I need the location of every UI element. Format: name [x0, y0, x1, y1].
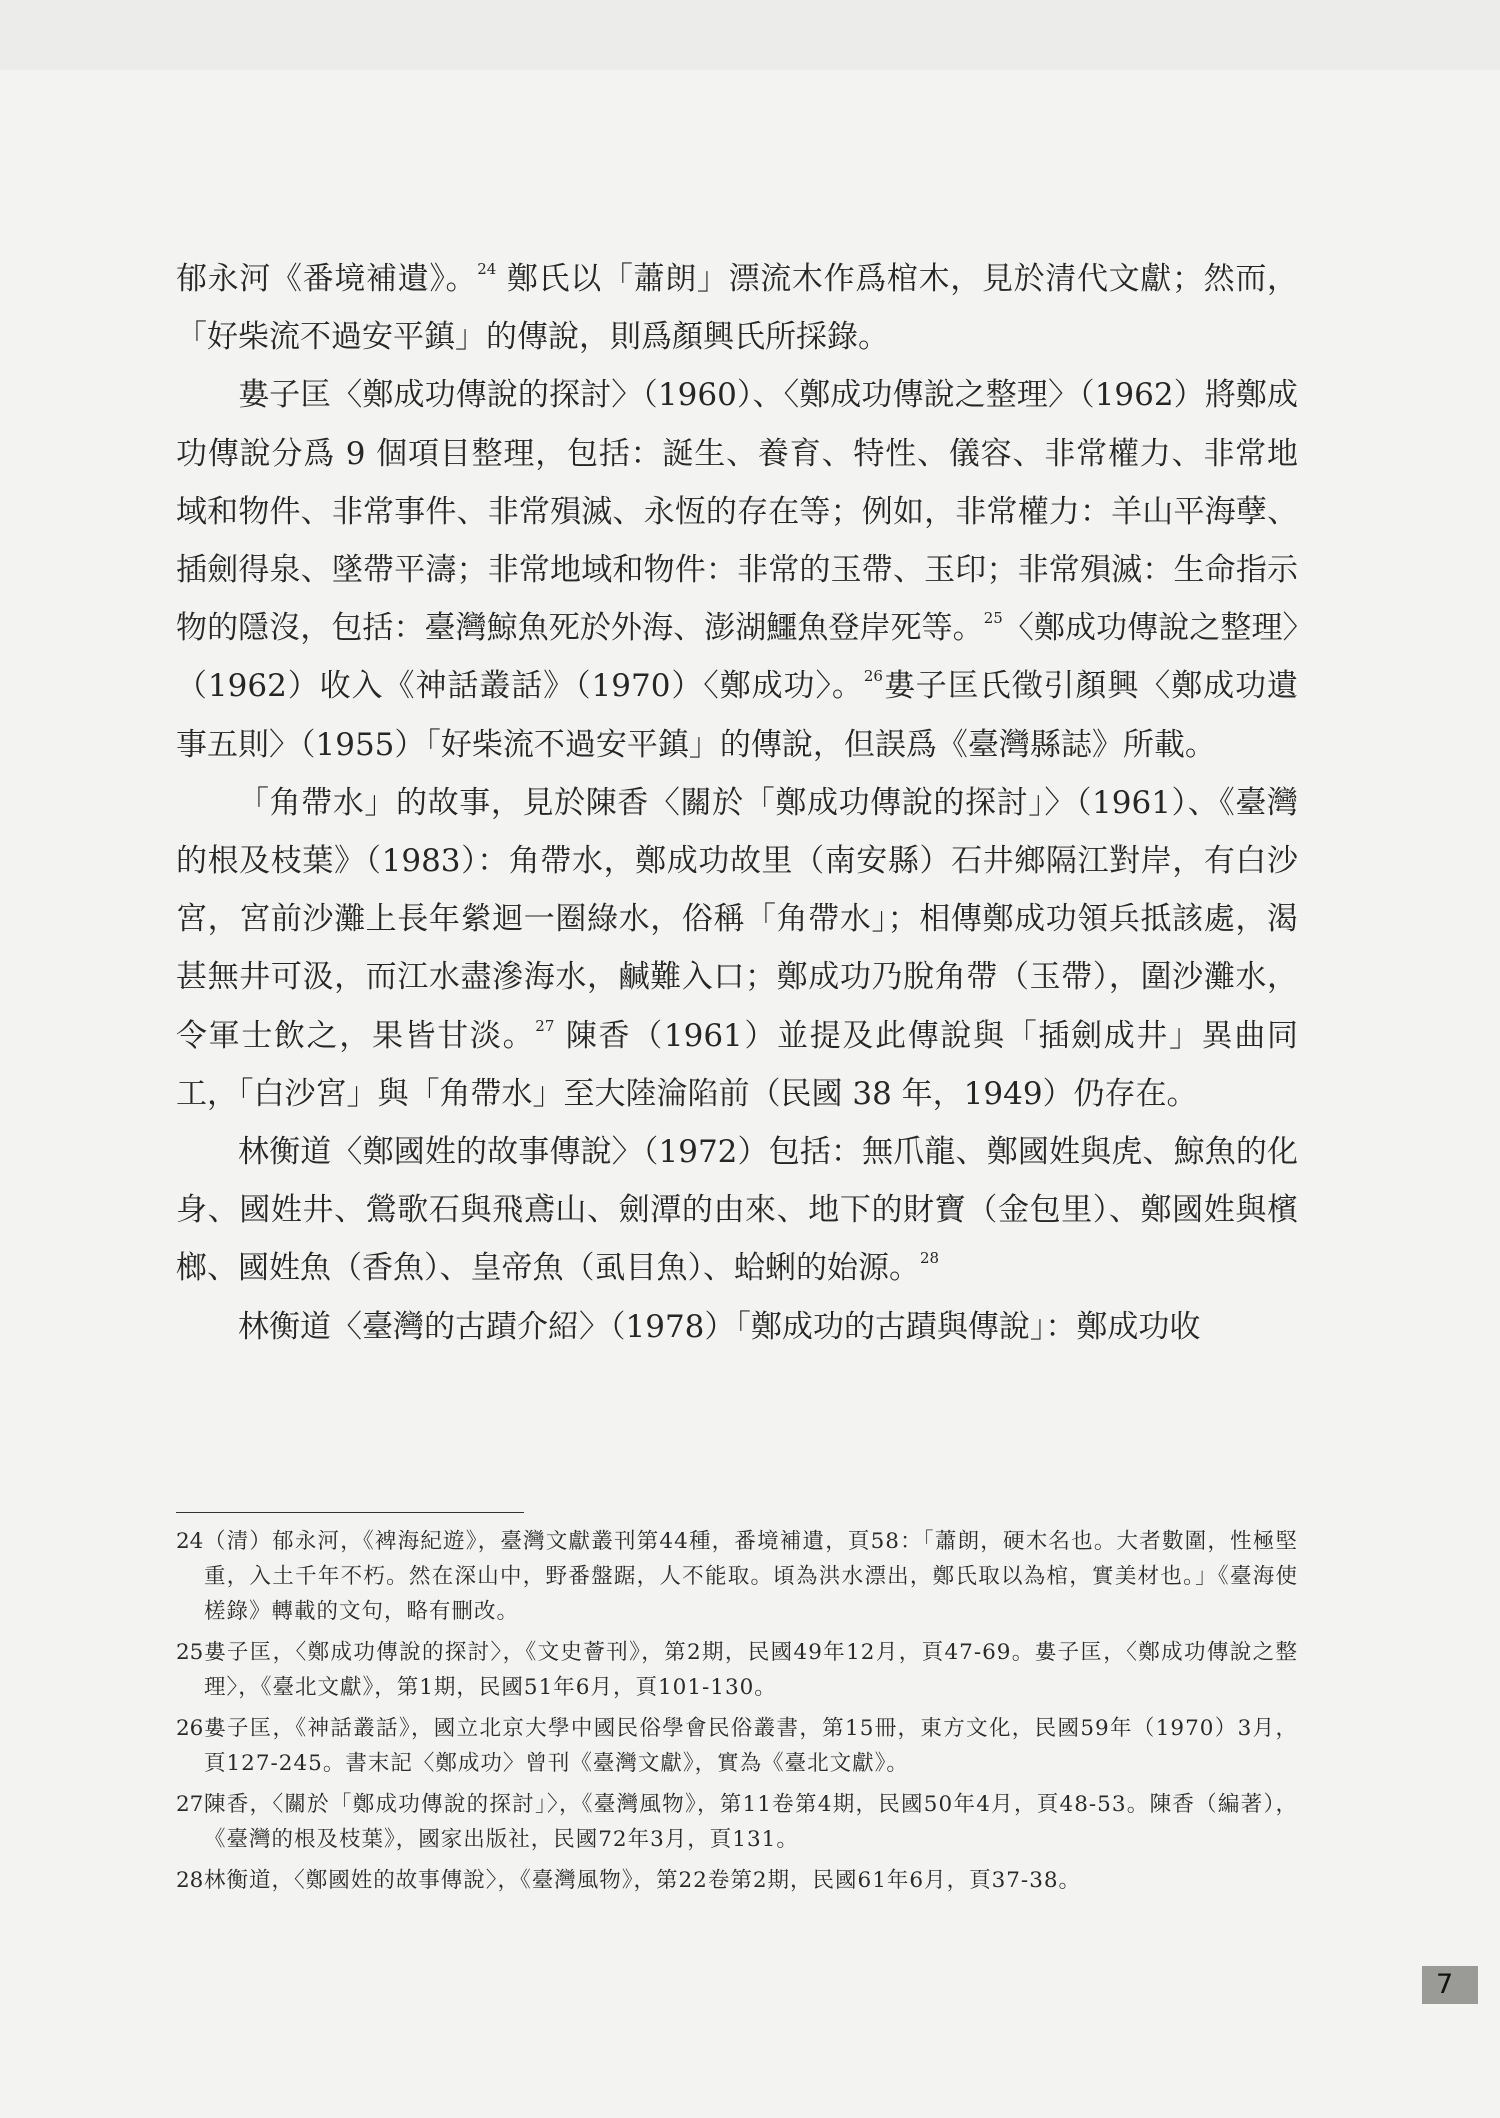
footnote-number: 24 [176, 1529, 204, 1554]
paragraph-3: 「角帶水」的故事，見於陳香〈關於「鄭成功傳說的探討」〉（1961）、《臺灣的根及枝葉》（1983）：角帶水，鄭成功故里（南安縣）石井鄉隔江對岸，有白沙宮，宮前沙灘上長年縈迴一圈綠水，俗稱「角帶水」；相傳鄭成功領兵抵該處，渴甚無井可汲，而江水盡滲海水，鹹難入口；鄭成功乃脫角帶（玉帶），圍沙灘水，令軍士飲之，果皆甘淡。$^{27}$ 陳香（1961）並提及此傳說與「插劍成井」異曲同工，「白沙宮」與「角帶水」至大陸淪陷前（民國 38 年，1949）仍存在。 [176, 784, 1299, 1112]
paragraph-5: 林衡道〈臺灣的古蹟介紹〉（1978）「鄭成功的古蹟與傳說」：鄭成功收 [238, 1308, 1201, 1345]
paragraph-2: 婁子匡〈鄭成功傳說的探討〉（1960）、〈鄭成功傳說之整理〉（1962）將鄭成功傳說分爲 9 個項目整理，包括：誕生、養育、特性、儀容、非常權力、非常地域和物件、非常事件、非常殞滅、永恆的存在等；例如，非常權力：羊山平海孽、插劍得泉、墜帶平濤；非常地域和物件：非常的玉帶、玉印；非常殞滅：生命指示物的隱沒，包括：臺灣鯨魚死於外海、澎湖鱷魚登岸死等。$^{25}$〈鄭成功傳說之整理〉（1962）收入《神話叢話》（1970）〈鄭成功〉。$^{26}$婁子匡氏徵引顏興〈鄭成功遺事五則〉（1955）「好柴流不過安平鎮」的傳說，但誤爲《臺灣縣誌》所載。 [176, 377, 1299, 763]
footnote-ref-25[interactable]: 25 [983, 609, 1003, 628]
footnote-ref-26[interactable]: 26 [863, 667, 883, 686]
footnote-text: 林衡道，〈鄭國姓的故事傳說〉，《臺灣風物》，第22卷第2期，民國61年6月，頁37-38。 [204, 1868, 1082, 1893]
footnote-28 [176, 1863, 1298, 1898]
footnote-24 [176, 1524, 1298, 1629]
footnote-25 [176, 1635, 1298, 1705]
footnotes [176, 1524, 1298, 1904]
footnote-ref-27[interactable]: 27 [535, 1016, 555, 1035]
footnote-text: 陳香，〈關於「鄭成功傳說的探討」〉，《臺灣風物》，第11卷第4期，民國50年4月，頁48-53。陳香（編著），《臺灣的根及枝葉》，國家出版社，民國72年3月，頁131。 [204, 1792, 1298, 1852]
footnote-divider [176, 1512, 524, 1513]
footnote-26 [176, 1711, 1298, 1781]
paragraph-1: 郁永河《番境補遺》。$^{24}$ 鄭氏以「蕭朗」漂流木作爲棺木，見於清代文獻；然而，「好柴流不過安平鎮」的傳說，則爲顏興氏所採錄。 [176, 260, 1298, 356]
footnote-27 [176, 1787, 1298, 1857]
footnote-text: 婁子匡，《神話叢話》，國立北京大學中國民俗學會民俗叢書，第15冊，東方文化，民國59年（1970）3月，頁127-245。書末記〈鄭成功〉曾刊《臺灣文獻》，實為《臺北文獻》。 [204, 1716, 1298, 1776]
footnote-text: 婁子匡，〈鄭成功傳說的探討〉，《文史薈刊》，第2期，民國49年12月，頁47-69。婁子匡，〈鄭成功傳說之整理〉，《臺北文獻》，第1期，民國51年6月，頁101-130。 [204, 1640, 1298, 1700]
paragraph-4: 林衡道〈鄭國姓的故事傳說〉（1972）包括：無爪龍、鄭國姓與虎、鯨魚的化身、國姓井、鶯歌石與飛鳶山、劍潭的由來、地下的財寶（金包里）、鄭國姓與檳榔、國姓魚（香魚）、皇帝魚（虱目魚）、蛤蜊的始源。$^{28}$ [176, 1134, 1298, 1287]
page-top-edge [0, 0, 1500, 70]
footnote-ref-28[interactable]: 28 [920, 1249, 940, 1268]
footnote-number: 25 [176, 1640, 204, 1665]
page-number: 7 [1422, 1966, 1478, 2004]
footnote-ref-24[interactable]: 24 [477, 260, 497, 278]
main-text [176, 250, 1298, 1356]
footnote-number: 28 [176, 1868, 204, 1893]
footnote-text: （清）郁永河，《裨海紀遊》，臺灣文獻叢刊第44種，番境補遺，頁58：「蕭朗，硬木名也。大者數圍，性極堅重，入土千年不朽。然在深山中，野番盤踞，人不能取。頃為洪水漂出，鄭氏取以為棺，實美材也。」《臺海使槎錄》轉載的文句，略有刪改。 [204, 1529, 1298, 1624]
footnote-number: 27 [176, 1792, 204, 1817]
footnote-number: 26 [176, 1716, 204, 1741]
